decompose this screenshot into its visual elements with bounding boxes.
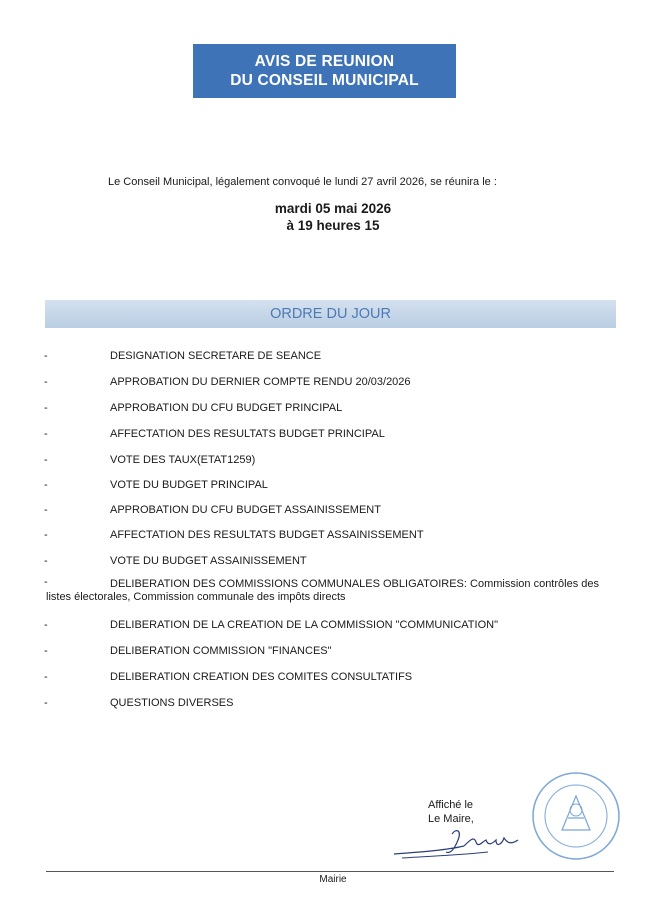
footer-divider [46,871,614,872]
agenda-dash: - [44,454,48,466]
agenda-item-text: AFFECTATION DES RESULTATS BUDGET ASSAINISSEMENT [110,529,424,541]
meeting-time: à 19 heures 15 [286,218,380,233]
footer-label: Mairie [319,874,347,885]
agenda-item-text: VOTE DU BUDGET ASSAINISSEMENT [110,555,307,567]
agenda-item-text: VOTE DU BUDGET PRINCIPAL [110,479,268,491]
agenda-dash: - [44,376,48,388]
agenda-item-text: DELIBERATION DE LA CREATION DE LA COMMISSION "COMMUNICATION" [110,619,498,631]
mayor-label: Le Maire, [428,813,474,825]
agenda-dash: - [44,529,48,541]
agenda-item-text: QUESTIONS DIVERSES [110,697,234,709]
agenda-dash: - [44,402,48,414]
meeting-date: mardi 05 mai 2026 [274,201,392,216]
agenda-dash: - [44,576,48,588]
intro-text: Le Conseil Municipal, légalement convoqué le lundi 27 avril 2026, se réunira le : [108,176,497,188]
agenda-item-text: DELIBERATION COMMISSION "FINANCES" [110,645,332,657]
town-hall-stamp [530,770,622,862]
agenda-item-text: DELIBERATION CREATION DES COMITES CONSULTATIFS [110,671,413,683]
title-line-2: DU CONSEIL MUNICIPAL [230,72,419,89]
agenda-dash: - [44,697,48,709]
agenda-item-text: DELIBERATION DES COMMISSIONS COMMUNALES OBLIGATOIRES: Commission contrôles des listes électorales, Commission communale des impôts directs [46,578,600,603]
agenda-item-text: AFFECTATION DES RESULTATS BUDGET PRINCIPAL [110,428,385,440]
agenda-item-text: APPROBATION DU CFU BUDGET PRINCIPAL [110,402,343,414]
posted-label: Affiché le [428,799,474,811]
agenda-dash: - [44,619,48,631]
agenda-item-text: DESIGNATION SECRETARE DE SEANCE [110,350,322,362]
title-line-1: AVIS DE REUNION [254,53,395,70]
document-title [193,44,456,98]
agenda-dash: - [44,555,48,567]
agenda-dash: - [44,350,48,362]
mayor-signature [392,822,527,862]
agenda-item-text: APPROBATION DU DERNIER COMPTE RENDU 20/03/2026 [110,376,411,388]
agenda-item-text: APPROBATION DU CFU BUDGET ASSAINISSEMENT [110,504,381,516]
agenda-banner: ORDRE DU JOUR [45,300,616,328]
agenda-dash: - [44,671,48,683]
agenda-dash: - [44,428,48,440]
agenda-dash: - [44,504,48,516]
agenda-dash: - [44,479,48,491]
agenda-dash: - [44,645,48,657]
agenda-item-text: VOTE DES TAUX(ETAT1259) [110,454,256,466]
